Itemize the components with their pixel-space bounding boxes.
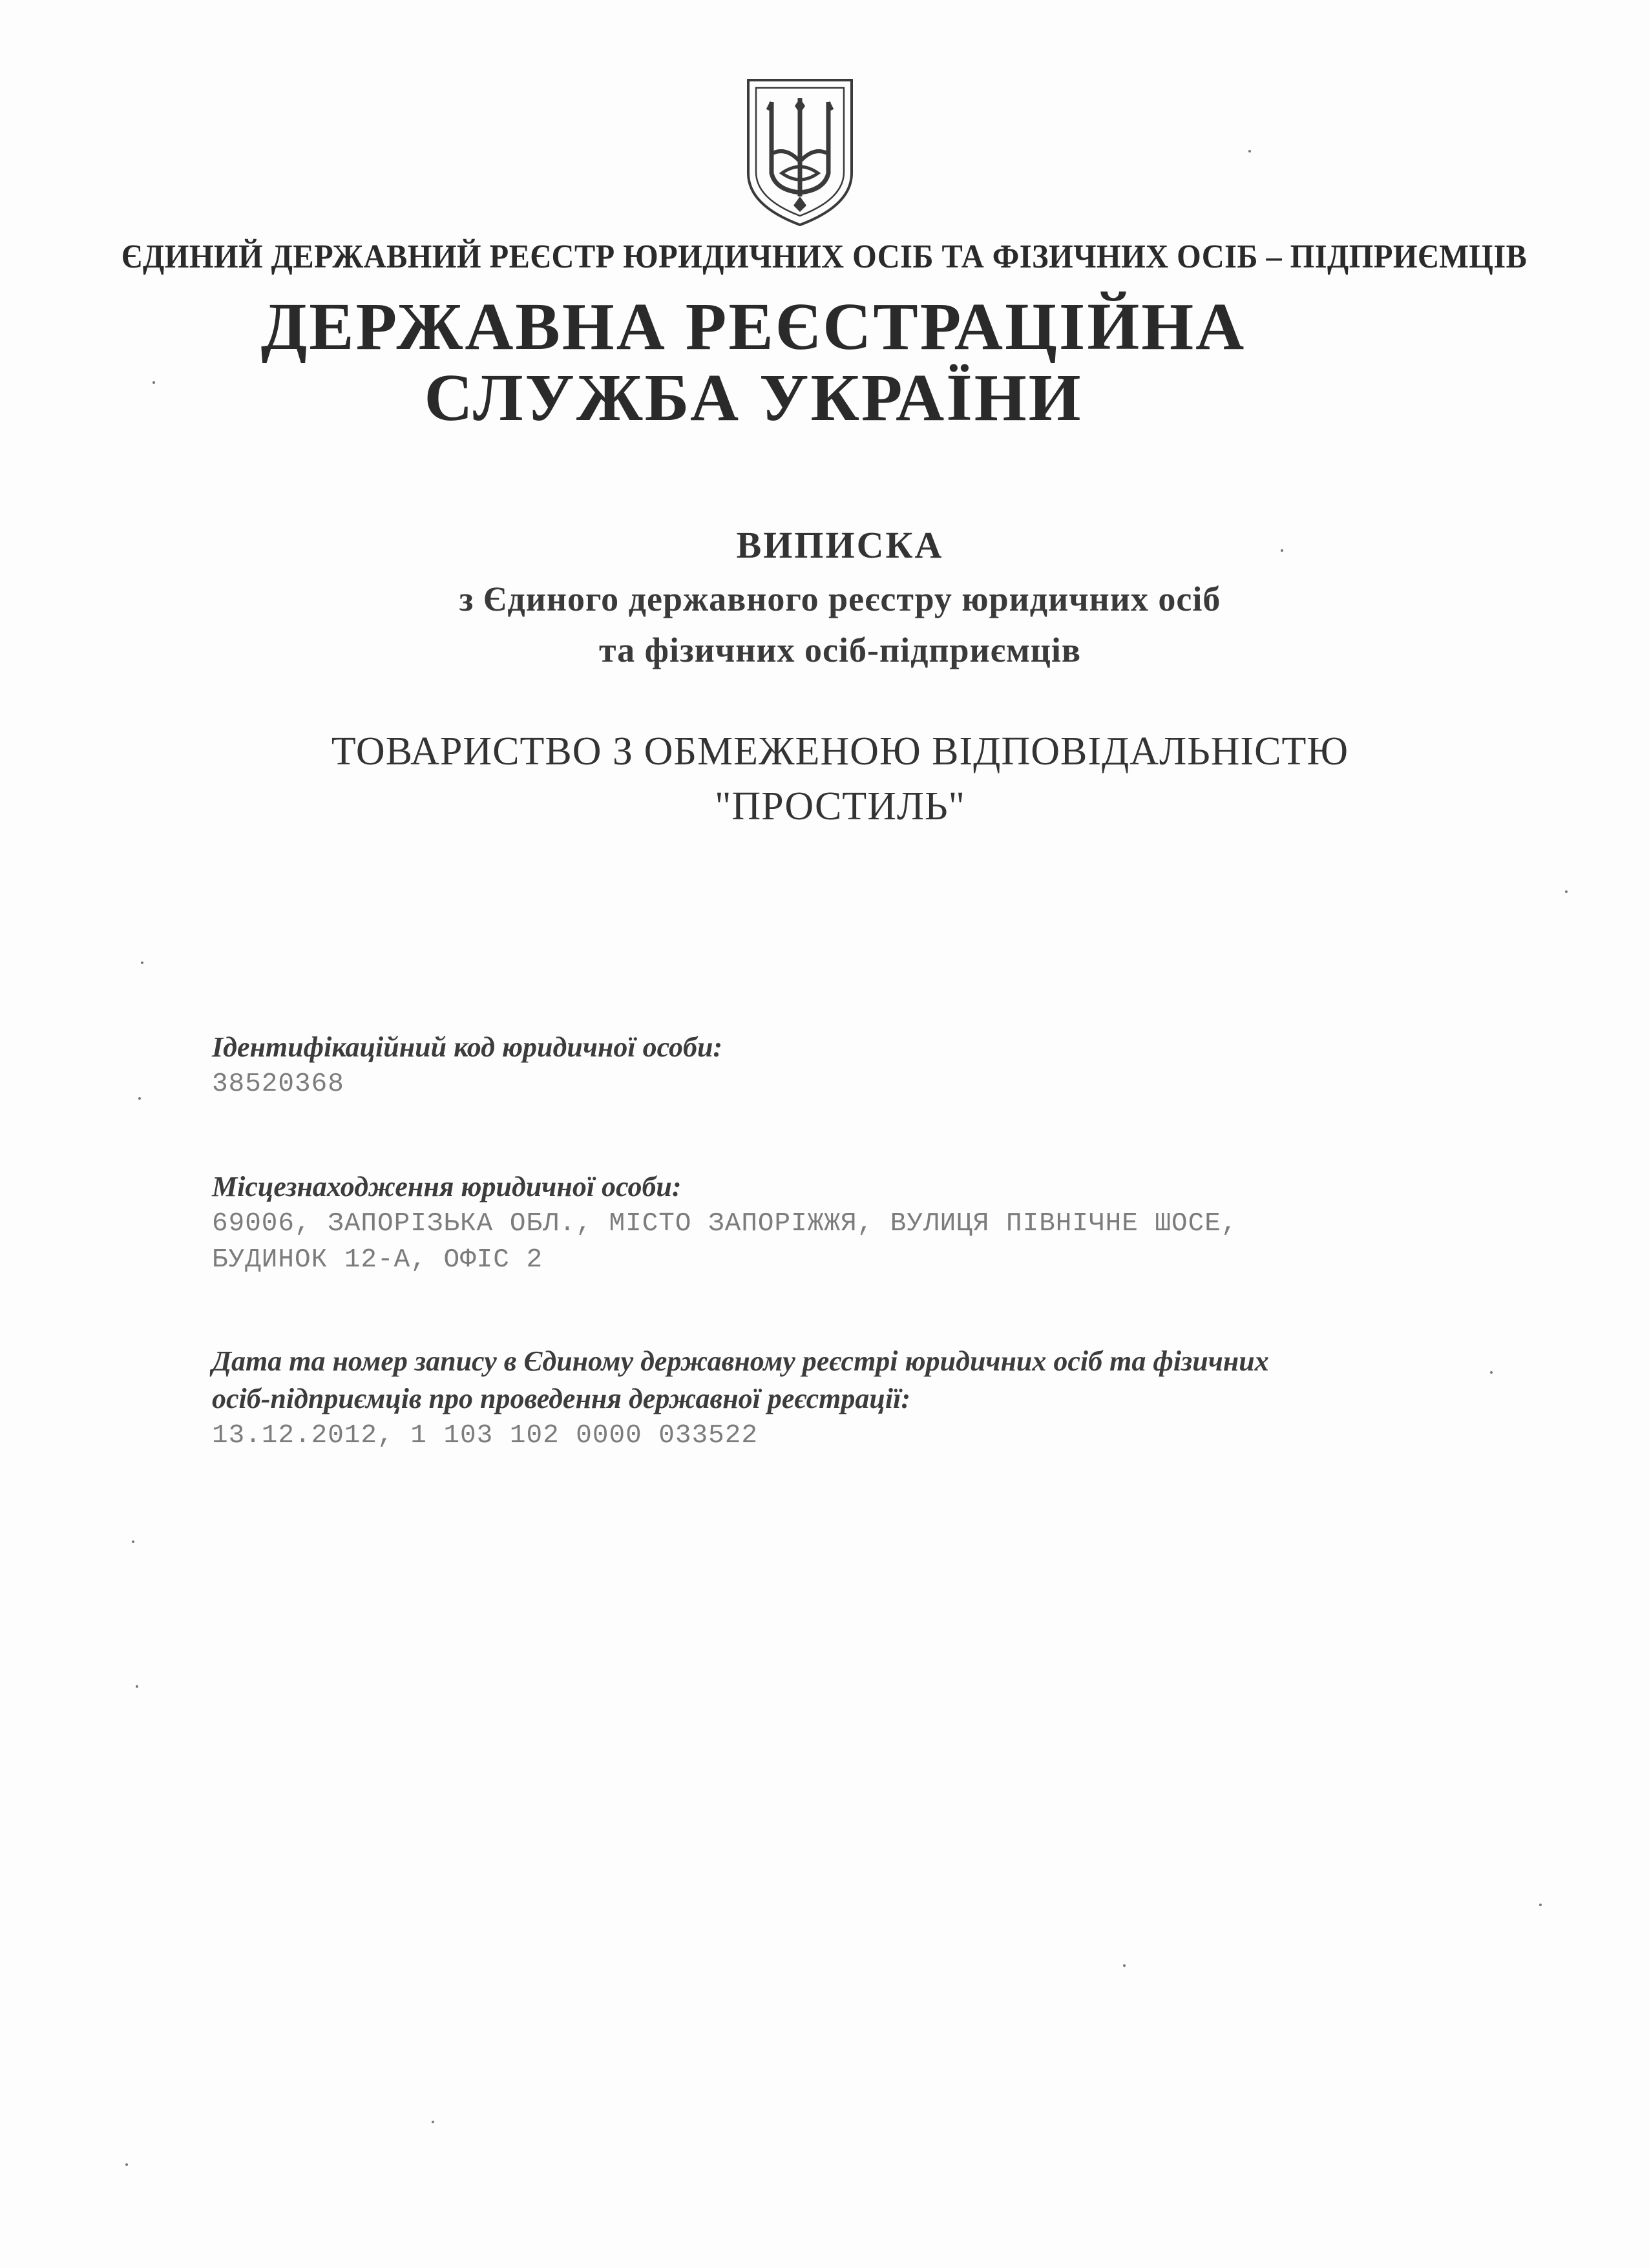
scan-speck xyxy=(432,2121,434,2123)
company-name-line-1: ТОВАРИСТВО З ОБМЕЖЕНОЮ ВІДПОВІДАЛЬНІСТЮ xyxy=(331,730,1349,773)
location-label: Місцезнаходження юридичної особи: xyxy=(212,1171,682,1202)
location-value-line-2: БУДИНОК 12-А, ОФІС 2 xyxy=(212,1245,543,1275)
scan-speck xyxy=(132,1540,134,1543)
company-name-line-2: "ПРОСТИЛЬ" xyxy=(715,784,965,828)
scan-speck xyxy=(138,1097,141,1100)
scan-speck xyxy=(152,381,155,384)
scan-speck xyxy=(1281,549,1283,552)
scan-speck xyxy=(141,961,143,964)
location-field xyxy=(212,1168,1504,1278)
scan-speck xyxy=(125,2163,128,2166)
scan-speck xyxy=(1539,1904,1542,1906)
extract-title: ВИПИСКА xyxy=(736,524,944,566)
scan-speck xyxy=(1490,1371,1493,1374)
location-value-line-1: 69006, ЗАПОРІЗЬКА ОБЛ., МІСТО ЗАПОРІЖЖЯ, ВУЛИЦЯ ПІВНІЧНЕ ШОСЕ, xyxy=(212,1209,1238,1239)
id-code-value: 38520368 xyxy=(212,1069,344,1099)
registration-value: 13.12.2012, 1 103 102 0000 033522 xyxy=(212,1421,758,1451)
registration-field xyxy=(212,1343,1504,1454)
registration-label-line-2: осіб-підприємців про проведення державної реєстрації: xyxy=(212,1383,910,1414)
id-code-label: Ідентифікаційний код юридичної особи: xyxy=(212,1031,723,1063)
extract-subtitle-line-2: та фізичних осіб-підприємців xyxy=(598,631,1082,669)
registration-label-line-1: Дата та номер запису в Єдиному державному реєстрі юридичних осіб та фізичних xyxy=(212,1345,1269,1377)
id-code-field xyxy=(212,1029,1504,1102)
scan-speck xyxy=(1565,890,1568,893)
extract-subtitle-line-1: з Єдиного державного реєстру юридичних осіб xyxy=(459,580,1221,618)
scan-speck xyxy=(1123,1964,1126,1967)
trident-coat-of-arms-icon xyxy=(743,76,857,229)
service-title-line-1: ДЕРЖАВНА РЕЄСТРАЦІЙНА xyxy=(260,289,1246,364)
service-title-line-2: СЛУЖБА УКРАЇНИ xyxy=(424,361,1083,435)
scan-speck xyxy=(136,1685,138,1688)
scan-speck xyxy=(1248,150,1251,152)
registry-name-line: ЄДИНИЙ ДЕРЖАВНИЙ РЕЄСТР ЮРИДИЧНИХ ОСІБ ТА ФІЗИЧНИХ ОСІБ – ПІДПРИЄМЦІВ xyxy=(121,238,1528,275)
